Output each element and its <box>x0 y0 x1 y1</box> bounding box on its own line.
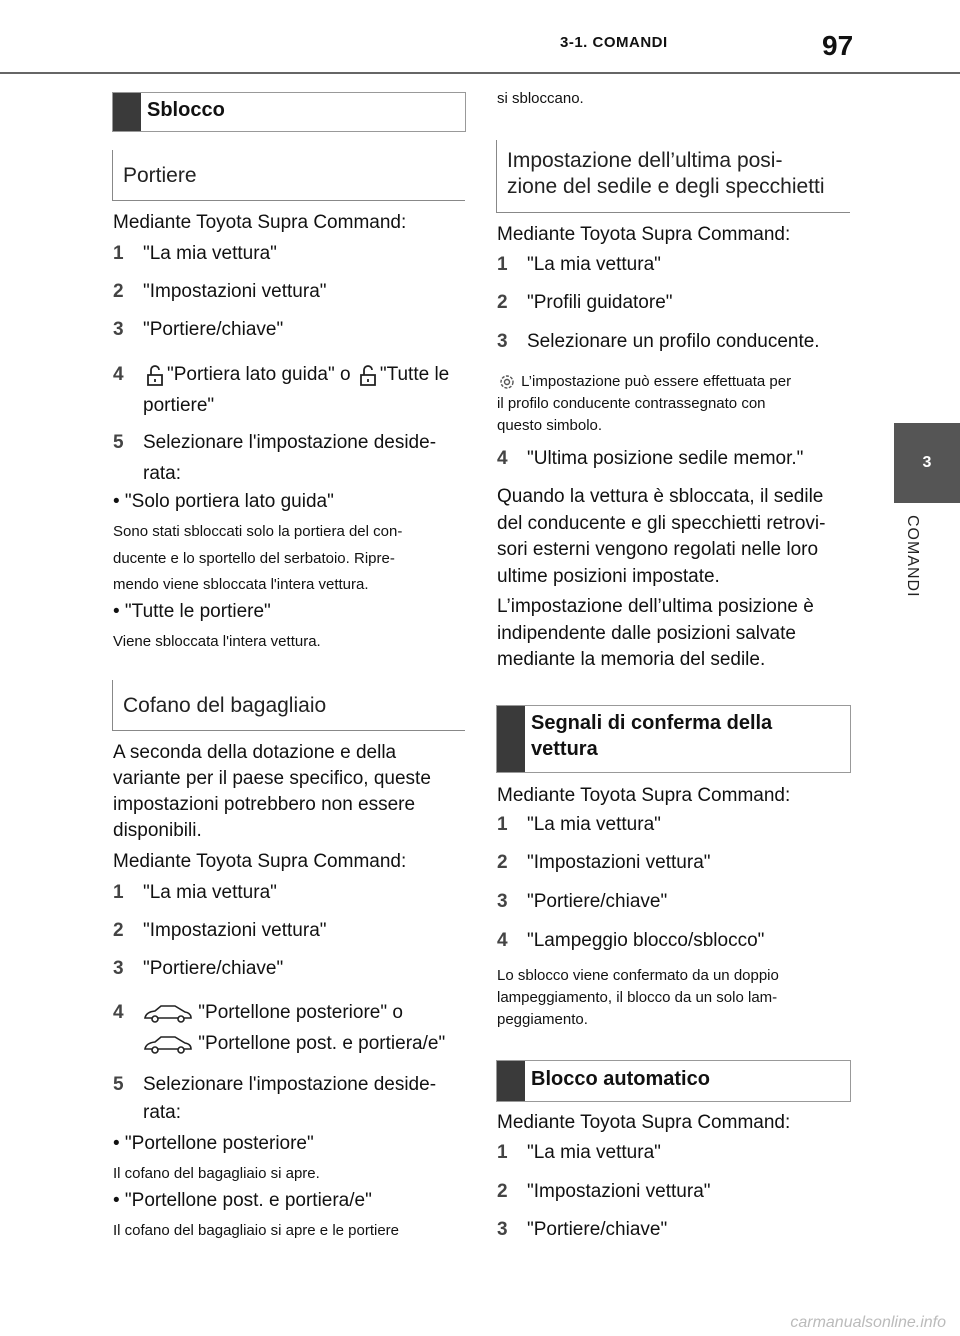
subheading-text: Cofano del bagagliaio <box>123 694 327 717</box>
para-line: indipendente dalle posizioni salvate <box>497 623 796 644</box>
step-5-cont: rata: <box>143 463 182 484</box>
step-4-cont: "Portellone post. e portiera/e" <box>143 1030 445 1057</box>
step-5: 5 Selezionare l'impostazione deside- <box>113 1074 437 1095</box>
unlock-all-icon <box>356 364 380 386</box>
car-tailgate-icon <box>143 1002 193 1024</box>
bullet-tutte: • "Tutte le portiere" <box>113 601 271 622</box>
note-line: questo simbolo. <box>497 417 603 434</box>
note-line: Viene sbloccata l'intera vettura. <box>113 633 321 650</box>
intro-text: Mediante Toyota Supra Command: <box>497 1112 791 1133</box>
chapter-label: COMANDI <box>904 515 921 598</box>
para-line: sori esterni vengono regolati nelle loro <box>497 539 819 560</box>
intro-text: Mediante Toyota Supra Command: <box>113 212 407 233</box>
note-line: lampeggiamento, il blocco da un solo lam- <box>497 989 778 1006</box>
chapter-tab <box>894 423 960 503</box>
para-line: del conducente e gli specchietti retrovi- <box>497 513 826 534</box>
step-1: 1 "La mia vettura" <box>113 882 277 903</box>
note-line: Il cofano del bagagliaio si apre. <box>113 1165 320 1182</box>
para-line: mediante la memoria del sedile. <box>497 649 766 670</box>
subheading-text: Portiere <box>123 164 197 187</box>
watermark: carmanualsonline.info <box>790 1314 946 1331</box>
step-3: 3 Selezionare un profilo conducente. <box>497 331 820 352</box>
step-4: 4 "Portiera lato guida" o "Tutte le <box>113 364 450 385</box>
heading-text: Blocco automatico <box>531 1068 710 1090</box>
step-3: 3 "Portiere/chiave" <box>113 319 284 340</box>
header-rule <box>0 72 960 74</box>
profile-gear-icon <box>497 373 517 391</box>
page-number: 97 <box>822 30 854 61</box>
heading-text: Segnali di conferma della <box>531 712 773 734</box>
intro-text: Mediante Toyota Supra Command: <box>497 785 791 806</box>
bullet-portellone-portiera: • "Portellone post. e portiera/e" <box>113 1190 372 1211</box>
note-line: Lo sblocco viene confermato da un doppio <box>497 967 779 984</box>
chapter-number: 3 <box>922 454 932 471</box>
step-5-cont: rata: <box>143 1102 182 1123</box>
bullet-portellone: • "Portellone posteriore" <box>113 1133 314 1154</box>
step-4: 4 "Ultima posizione sedile memor." <box>497 448 804 469</box>
subheading-portiere <box>112 150 465 201</box>
subheading-text: Impostazione dell’ultima posi- <box>507 149 783 172</box>
step-3: 3 "Portiere/chiave" <box>497 1219 668 1240</box>
para-line: variante per il paese specifico, queste <box>113 768 431 789</box>
step-2: 2 "Impostazioni vettura" <box>497 1181 711 1202</box>
note-line: Il cofano del bagagliaio si apre e le portiere <box>113 1222 400 1239</box>
heading-text: vettura <box>531 738 598 760</box>
intro-text: Mediante Toyota Supra Command: <box>113 851 407 872</box>
heading-box-segnali <box>496 705 851 773</box>
note-line: ducente e lo sportello del serbatoio. Ripre- <box>113 550 395 567</box>
step-3: 3 "Portiere/chiave" <box>113 958 284 979</box>
note-line: peggiamento. <box>497 1011 588 1028</box>
para-line: ultime posizioni impostate. <box>497 566 720 587</box>
note-line: mendo viene sbloccata l'intera vettura. <box>113 576 369 593</box>
para-line: A seconda della dotazione e della <box>113 742 397 763</box>
step-5: 5 Selezionare l'impostazione deside- <box>113 432 437 453</box>
para-line: impostazioni potrebbero non essere <box>113 794 416 815</box>
car-tailgate-door-icon <box>143 1033 193 1055</box>
step-1: 1 "La mia vettura" <box>497 254 661 275</box>
step-4: 4 "Lampeggio blocco/sblocco" <box>497 930 765 951</box>
step-2: 2 "Impostazioni vettura" <box>113 281 327 302</box>
para-line: disponibili. <box>113 820 202 841</box>
subheading-cofano <box>112 680 465 731</box>
step-2: 2 "Impostazioni vettura" <box>113 920 327 941</box>
note-line: il profilo conducente contrassegnato con <box>497 395 766 412</box>
para-line: Quando la vettura è sbloccata, il sedile <box>497 486 824 507</box>
unlock-door-icon <box>143 364 167 386</box>
section-title: 3-1. COMANDI <box>560 34 668 51</box>
step-1: 1 "La mia vettura" <box>497 814 661 835</box>
note-line: L’impostazione può essere effettuata per <box>497 371 791 392</box>
step-2: 2 "Impostazioni vettura" <box>497 852 711 873</box>
step-4: 4 "Portellone posteriore" o <box>113 1002 403 1023</box>
step-1: 1 "La mia vettura" <box>497 1142 661 1163</box>
heading-text: Sblocco <box>147 99 225 121</box>
step-2: 2 "Profili guidatore" <box>497 292 673 313</box>
continuation-text: si sbloccano. <box>497 90 584 107</box>
heading-box-sblocco <box>112 92 466 132</box>
intro-text: Mediante Toyota Supra Command: <box>497 224 791 245</box>
step-3: 3 "Portiere/chiave" <box>497 891 668 912</box>
subheading-ultima-posizione <box>496 140 850 213</box>
heading-box-blocco <box>496 1060 851 1102</box>
step-1: 1 "La mia vettura" <box>113 243 277 264</box>
para-line: L’impostazione dell’ultima posizione è <box>497 596 814 617</box>
step-4-cont: portiere" <box>143 395 215 416</box>
note-line: Sono stati sbloccati solo la portiera del con- <box>113 523 403 540</box>
bullet-solo: • "Solo portiera lato guida" <box>113 491 334 512</box>
subheading-text: zione del sedile e degli specchietti <box>507 175 825 198</box>
